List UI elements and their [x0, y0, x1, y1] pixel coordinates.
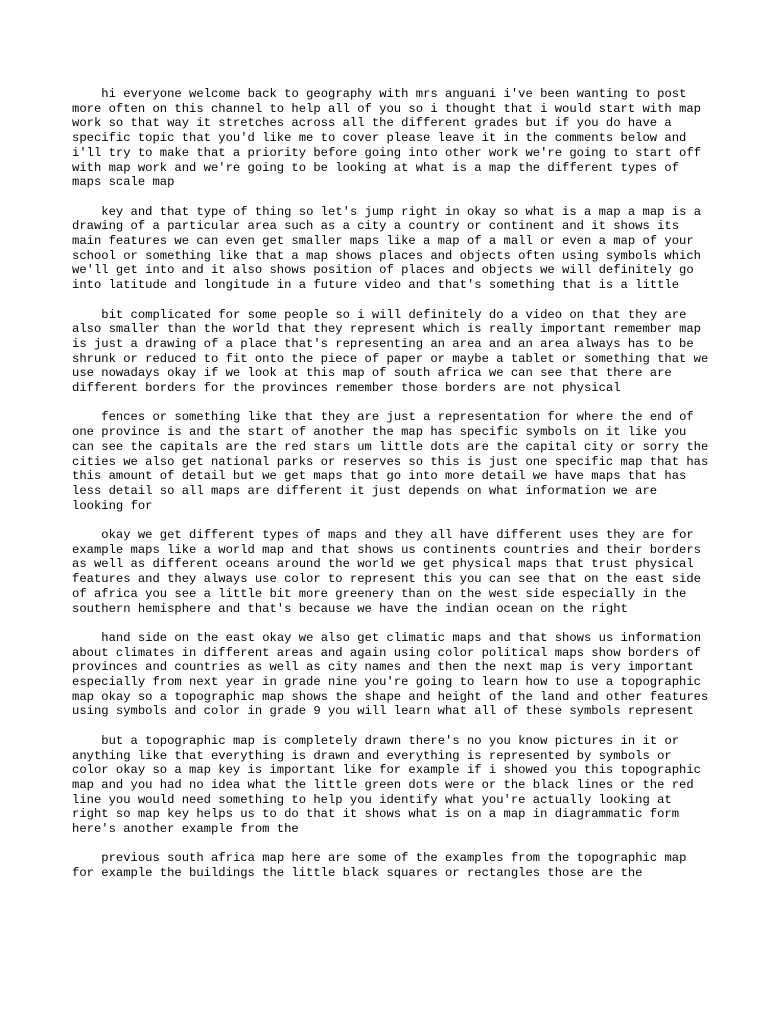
- paragraph-1: hi everyone welcome back to geography with mrs anguani i've been wanting to post more often on this channel to help all of you so i thought that i would start with map work so that way it stretches across all the different grades but if you do have a specific topic that you'd like me to cover please leave it in the comments below and i'll try to make that a priority before going into other work we're going to start off with map work and we're going to be looking at what is a map the different types of maps scale map: [72, 87, 701, 190]
- paragraph-7: but a topographic map is completely drawn there's no you know pictures in it or anything like that everything is drawn and everything is represented by symbols or color okay so a map key is important like for example if i showed you this topographic map and you had no idea what the little green dots were or the black lines or the red line you would need something to help you identify what you're actually looking at right so map key helps us to do that it shows what is on a map in diagrammatic form here's another example from the: [72, 733, 701, 837]
- paragraph-8: previous south africa map here are some of the examples from the topographic map for example the buildings the little black squares or rectangles those are the: [72, 851, 687, 881]
- document-page: [72, 87, 712, 896]
- paragraph-3: bit complicated for some people so i will definitely do a video on that they are also smaller than the world that they represent which is really important remember map is just a drawing of a place that's representing an area and an area always has to be shrunk or reduced to fit onto the piece of paper or maybe a tablet or something that we use nowadays okay if we look at this map of south africa we can see that there are different borders for the provinces remember those borders are not physical: [72, 307, 709, 396]
- paragraph-4: fences or something like that they are just a representation for where the end of one province is and the start of another the map has specific symbols on it like you can see the capitals are the red stars um little dots are the capital city or sorry the cities we also get national parks or reserves so this is just one specific map that has this amount of detail but we get maps that go into more detail we have maps that has less detail so all maps are different it just depends on what information we are looking for: [72, 410, 709, 513]
- paragraph-2: key and that type of thing so let's jump right in okay so what is a map a map is a drawing of a particular area such as a city a country or continent and it shows its main features we can even get smaller maps like a map of a mall or even a map of your school or something like that a map shows places and objects often using symbols which we'll get into and it also shows position of places and objects we will definitely go into latitude and longitude in a future video and that's something that is a little: [72, 204, 702, 293]
- paragraph-6: hand side on the east okay we also get climatic maps and that shows us information about climates in different areas and again using color political maps show borders of provinces and countries as well as city names and then the next map is very important especially from next year in grade nine you're going to learn how to use a topographic map okay so a topographic map shows the shape and height of the land and other features using symbols and color in grade 9 you will learn what all of these symbols represent: [72, 630, 709, 719]
- paragraph-5: okay we get different types of maps and they all have different uses they are for example maps like a world map and that shows us continents countries and their borders as well as different oceans around the world we get physical maps that trust physical features and they always use color to represent this you can see that on the east side of africa you see a little bit more greenery than on the west side especially in the southern hemisphere and that's because we have the indian ocean on the right: [72, 528, 701, 616]
